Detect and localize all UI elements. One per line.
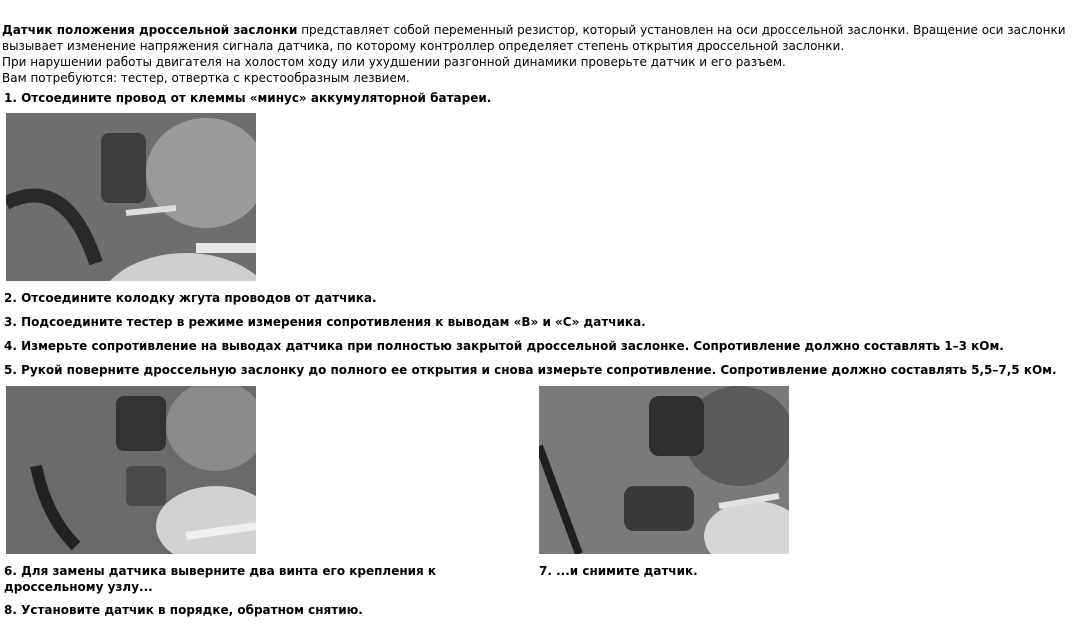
intro-text <box>2 22 1070 86</box>
photo-disconnect-battery-graphic <box>6 113 256 281</box>
step-6: 6. Для замены датчика выверните два винта его крепления к дроссельному узлу... <box>4 564 437 594</box>
step-7: 7. ...и снимите датчик. <box>539 564 698 578</box>
intro-paragraph-1-text: представляет собой переменный резистор, который установлен на оси дроссельной заслонки. Вращение оси заслонки вызывает изменение напряжения сигнала датчика, по которому контроллер определяет степень открытия дроссельной заслонки. <box>2 23 1066 53</box>
step-4: 4. Измерьте сопротивление на выводах датчика при полностью закрытой дроссельной заслонке. Сопротивление должно составлять 1–3 кОм. <box>4 339 1004 353</box>
photo-remove-sensor <box>539 386 789 554</box>
photo-remove-screws-graphic <box>6 386 256 554</box>
photo-disconnect-battery <box>6 113 256 281</box>
intro-title: Датчик положения дроссельной заслонки <box>2 23 298 37</box>
step-8: 8. Установите датчик в порядке, обратном снятию. <box>4 603 363 617</box>
intro-paragraph-3: Вам потребуются: тестер, отвертка с крестообразным лезвием. <box>2 71 410 85</box>
intro-paragraph-1 <box>2 22 1070 54</box>
step-3: 3. Подсоедините тестер в режиме измерения сопротивления к выводам «В» и «С» датчика. <box>4 315 646 329</box>
step-5: 5. Рукой поверните дроссельную заслонку до полного ее открытия и снова измерьте сопротивление. Сопротивление должно составлять 5,5–7,5 кОм. <box>4 363 1057 377</box>
photo-remove-sensor-graphic <box>539 386 789 554</box>
step-1: 1. Отсоедините провод от клеммы «минус» аккумуляторной батареи. <box>4 91 492 105</box>
step-2: 2. Отсоедините колодку жгута проводов от датчика. <box>4 291 377 305</box>
intro-paragraph-2: При нарушении работы двигателя на холостом ходу или ухудшении разгонной динамики проверьте датчик и его разъем. <box>2 55 786 69</box>
photo-remove-screws <box>6 386 256 554</box>
